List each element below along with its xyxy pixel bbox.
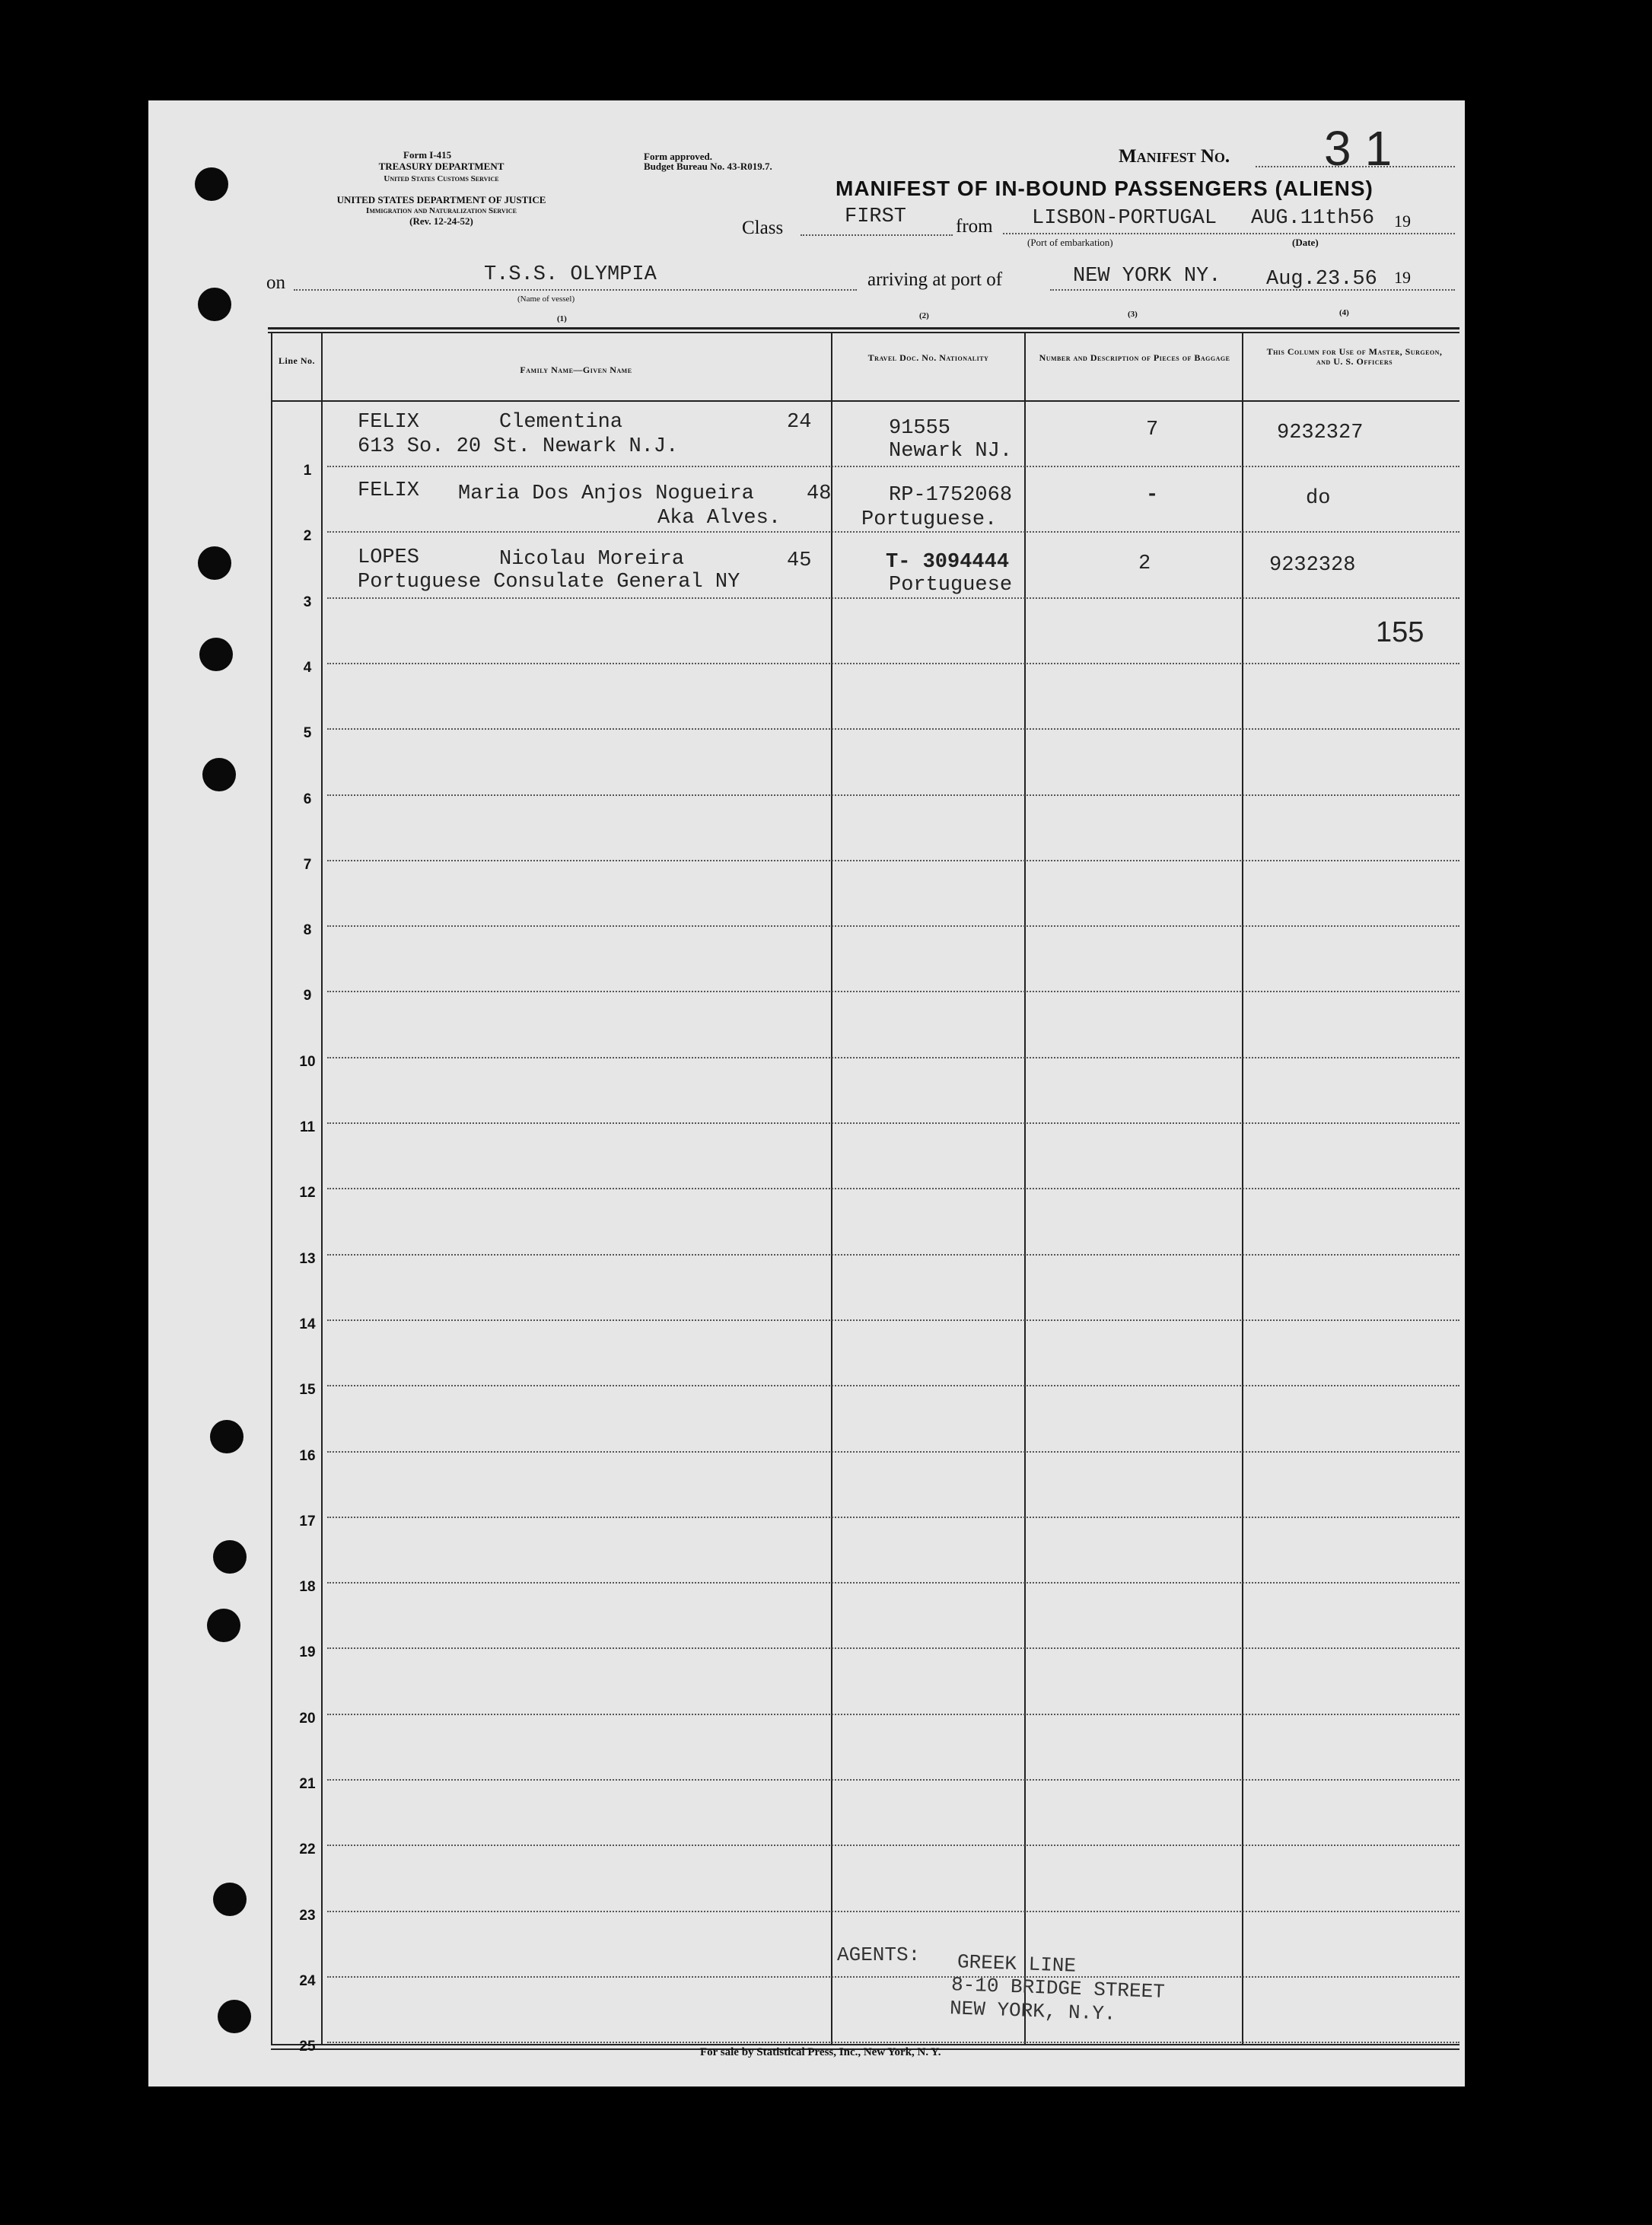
punch-hole: [213, 1883, 247, 1916]
agents-line-2: 8-10 BRIDGE STREET: [950, 1973, 1166, 2004]
entry-2-aka: Aka Alves.: [657, 507, 781, 530]
row-line: [327, 1451, 1459, 1453]
row-line: [327, 466, 1459, 467]
row-number: 16: [299, 1447, 316, 1464]
row-number: 24: [299, 1972, 316, 1989]
arriving-label: arriving at port of: [867, 269, 1003, 290]
on-label: on: [266, 272, 285, 293]
col-header-baggage: Number and Description of Pieces of Baggage: [1039, 352, 1230, 363]
from-label: from: [956, 216, 993, 237]
entry-3-baggage: 2: [1138, 552, 1151, 575]
vessel-name: T.S.S. OLYMPIA: [484, 263, 657, 286]
vessel-caption: (Name of vessel): [517, 294, 575, 304]
row-line: [327, 991, 1459, 992]
row-line: [327, 1582, 1459, 1584]
agents-line-1: GREEK LINE: [957, 1950, 1077, 1978]
row-line: [327, 597, 1459, 599]
revision-date: (Rev. 12-24-52): [409, 215, 473, 227]
customs-service: United States Customs Service: [384, 174, 499, 183]
footer-publisher: For sale by Statistical Press, Inc., New York, N. Y.: [700, 2046, 941, 2058]
row-number: 19: [299, 1644, 316, 1661]
row-line: [327, 728, 1459, 730]
manifest-number: 31: [1324, 121, 1406, 176]
treasury-dept: TREASURY DEPARTMENT: [378, 161, 505, 172]
entry-3-age: 45: [787, 549, 812, 572]
entry-2-doc: RP-1752068: [889, 484, 1013, 507]
entry-1-doc: 91555: [889, 417, 951, 440]
entry-1-given: Clementina: [499, 411, 623, 434]
row-line: [327, 1122, 1459, 1124]
entry-3-family: LOPES: [358, 546, 420, 569]
entry-2-nationality: Portuguese.: [861, 508, 998, 531]
row-line: [327, 1911, 1459, 1912]
row-line: [327, 860, 1459, 861]
entry-1-age: 24: [787, 411, 812, 434]
row-number: 13: [299, 1250, 316, 1267]
punch-hole: [218, 2000, 251, 2033]
arrival-line: [1050, 289, 1455, 291]
punch-hole: [198, 288, 231, 321]
manifest-title: MANIFEST OF IN-BOUND PASSENGERS (ALIENS): [836, 177, 1373, 200]
row-number: 9: [303, 988, 312, 1004]
row-number: 2: [303, 528, 312, 545]
row-number: 5: [303, 725, 312, 742]
table-top-border: [268, 327, 1459, 329]
row-number: 10: [299, 1053, 316, 1070]
row-line: [327, 1845, 1459, 1846]
col-border-left: [271, 332, 272, 2044]
entry-2-baggage: -: [1146, 484, 1159, 507]
row-line: [327, 531, 1459, 533]
row-line: [327, 1254, 1459, 1256]
row-number: 15: [299, 1382, 316, 1399]
punch-hole: [202, 758, 236, 791]
officer-note: 155: [1376, 616, 1424, 648]
embarkation-date: AUG.11th56: [1251, 207, 1375, 230]
entry-3-given: Nicolau Moreira: [499, 548, 685, 571]
agents-label: AGENTS:: [837, 1943, 921, 1966]
row-line: [327, 1385, 1459, 1386]
year-suffix-2: 19: [1394, 268, 1411, 287]
year-suffix: 19: [1394, 212, 1411, 231]
row-number: 25: [299, 2039, 316, 2055]
row-line: [327, 1188, 1459, 1189]
date-caption: (Date): [1292, 237, 1319, 248]
entry-1-family: FELIX: [358, 411, 420, 434]
caption-4: (4): [1339, 308, 1349, 317]
port-of-embarkation: LISBON-PORTUGAL: [1032, 207, 1218, 230]
budget-bureau: Budget Bureau No. 43-R019.7.: [644, 161, 772, 172]
row-number: 1: [303, 463, 312, 479]
class-label: Class: [742, 218, 784, 238]
row-number: 14: [299, 1316, 316, 1332]
arrival-port: NEW YORK NY.: [1073, 265, 1221, 288]
punch-hole: [198, 546, 231, 580]
entry-1-nationality: Newark NJ.: [889, 440, 1013, 463]
row-line: [327, 794, 1459, 796]
table-bottom-border: [271, 2044, 1459, 2045]
class-line: [801, 234, 953, 236]
row-line: [327, 663, 1459, 664]
entry-3-officer: 9232328: [1269, 554, 1356, 577]
entry-2-age: 48: [807, 482, 832, 505]
from-line: [1003, 233, 1455, 234]
row-line: [327, 1517, 1459, 1518]
caption-3: (3): [1128, 310, 1138, 319]
entry-2-given: Maria Dos Anjos Nogueira: [458, 482, 754, 505]
row-number: 6: [303, 791, 312, 807]
col-header-name: Family Name—Given Name: [520, 364, 632, 375]
entry-3-doc: T- 3094444: [886, 551, 1010, 574]
manifest-sheet: [148, 100, 1465, 2087]
row-number: 4: [303, 659, 312, 676]
punch-hole: [210, 1420, 244, 1453]
agents-line-3: NEW YORK, N.Y.: [949, 1997, 1116, 2026]
class-value: FIRST: [845, 205, 907, 228]
manifest-no-label: Manifest No.: [1119, 146, 1230, 167]
arrival-date: Aug.23.56: [1266, 268, 1377, 291]
vessel-line: [294, 289, 857, 291]
row-line: [327, 2042, 1459, 2043]
col-header-travel-doc: Travel Doc. No. Nationality: [867, 352, 989, 363]
punch-hole: [207, 1609, 240, 1642]
row-line: [327, 1714, 1459, 1715]
justice-dept: UNITED STATES DEPARTMENT OF JUSTICE: [336, 194, 546, 205]
row-number: 21: [299, 1776, 316, 1792]
entry-2-officer: do: [1306, 487, 1331, 510]
row-line: [327, 1779, 1459, 1781]
entry-3-consulate: Portuguese Consulate General NY: [358, 571, 740, 594]
row-number: 8: [303, 922, 312, 939]
row-line: [327, 1647, 1459, 1649]
row-line: [327, 925, 1459, 927]
table-top-border-2: [268, 332, 1459, 333]
row-number: 22: [299, 1841, 316, 1858]
form-approved: Form approved.: [644, 151, 713, 162]
form-number: Form I-415: [403, 149, 452, 161]
entry-3-nationality: Portuguese: [889, 574, 1013, 597]
row-number: 20: [299, 1710, 316, 1727]
entry-1-officer: 9232327: [1277, 422, 1364, 444]
col-header-officers: This Column for Use of Master, Surgeon, and U. S. Officers: [1266, 346, 1443, 367]
row-number: 18: [299, 1579, 316, 1596]
header-bottom-border: [271, 400, 1459, 402]
punch-hole: [195, 167, 228, 201]
row-line: [327, 1057, 1459, 1058]
row-number: 11: [299, 1119, 316, 1135]
punch-hole: [199, 638, 233, 671]
caption-2: (2): [919, 311, 929, 320]
row-number: 3: [303, 594, 312, 610]
row-number: 12: [299, 1185, 316, 1202]
entry-2-family: FELIX: [358, 479, 420, 502]
row-line: [327, 1976, 1459, 1978]
row-number: 23: [299, 1907, 316, 1924]
entry-1-address: 613 So. 20 St. Newark N.J.: [358, 435, 679, 458]
row-number: 17: [299, 1513, 316, 1529]
port-caption: (Port of embarkation): [1027, 237, 1113, 248]
immigration-service: Immigration and Naturalization Service: [366, 206, 517, 215]
row-line: [327, 1319, 1459, 1321]
entry-1-baggage: 7: [1146, 419, 1159, 441]
punch-hole: [213, 1540, 247, 1574]
caption-1: (1): [557, 314, 567, 323]
row-number: 7: [303, 856, 312, 873]
col-header-line-no: Line No.: [278, 355, 315, 366]
